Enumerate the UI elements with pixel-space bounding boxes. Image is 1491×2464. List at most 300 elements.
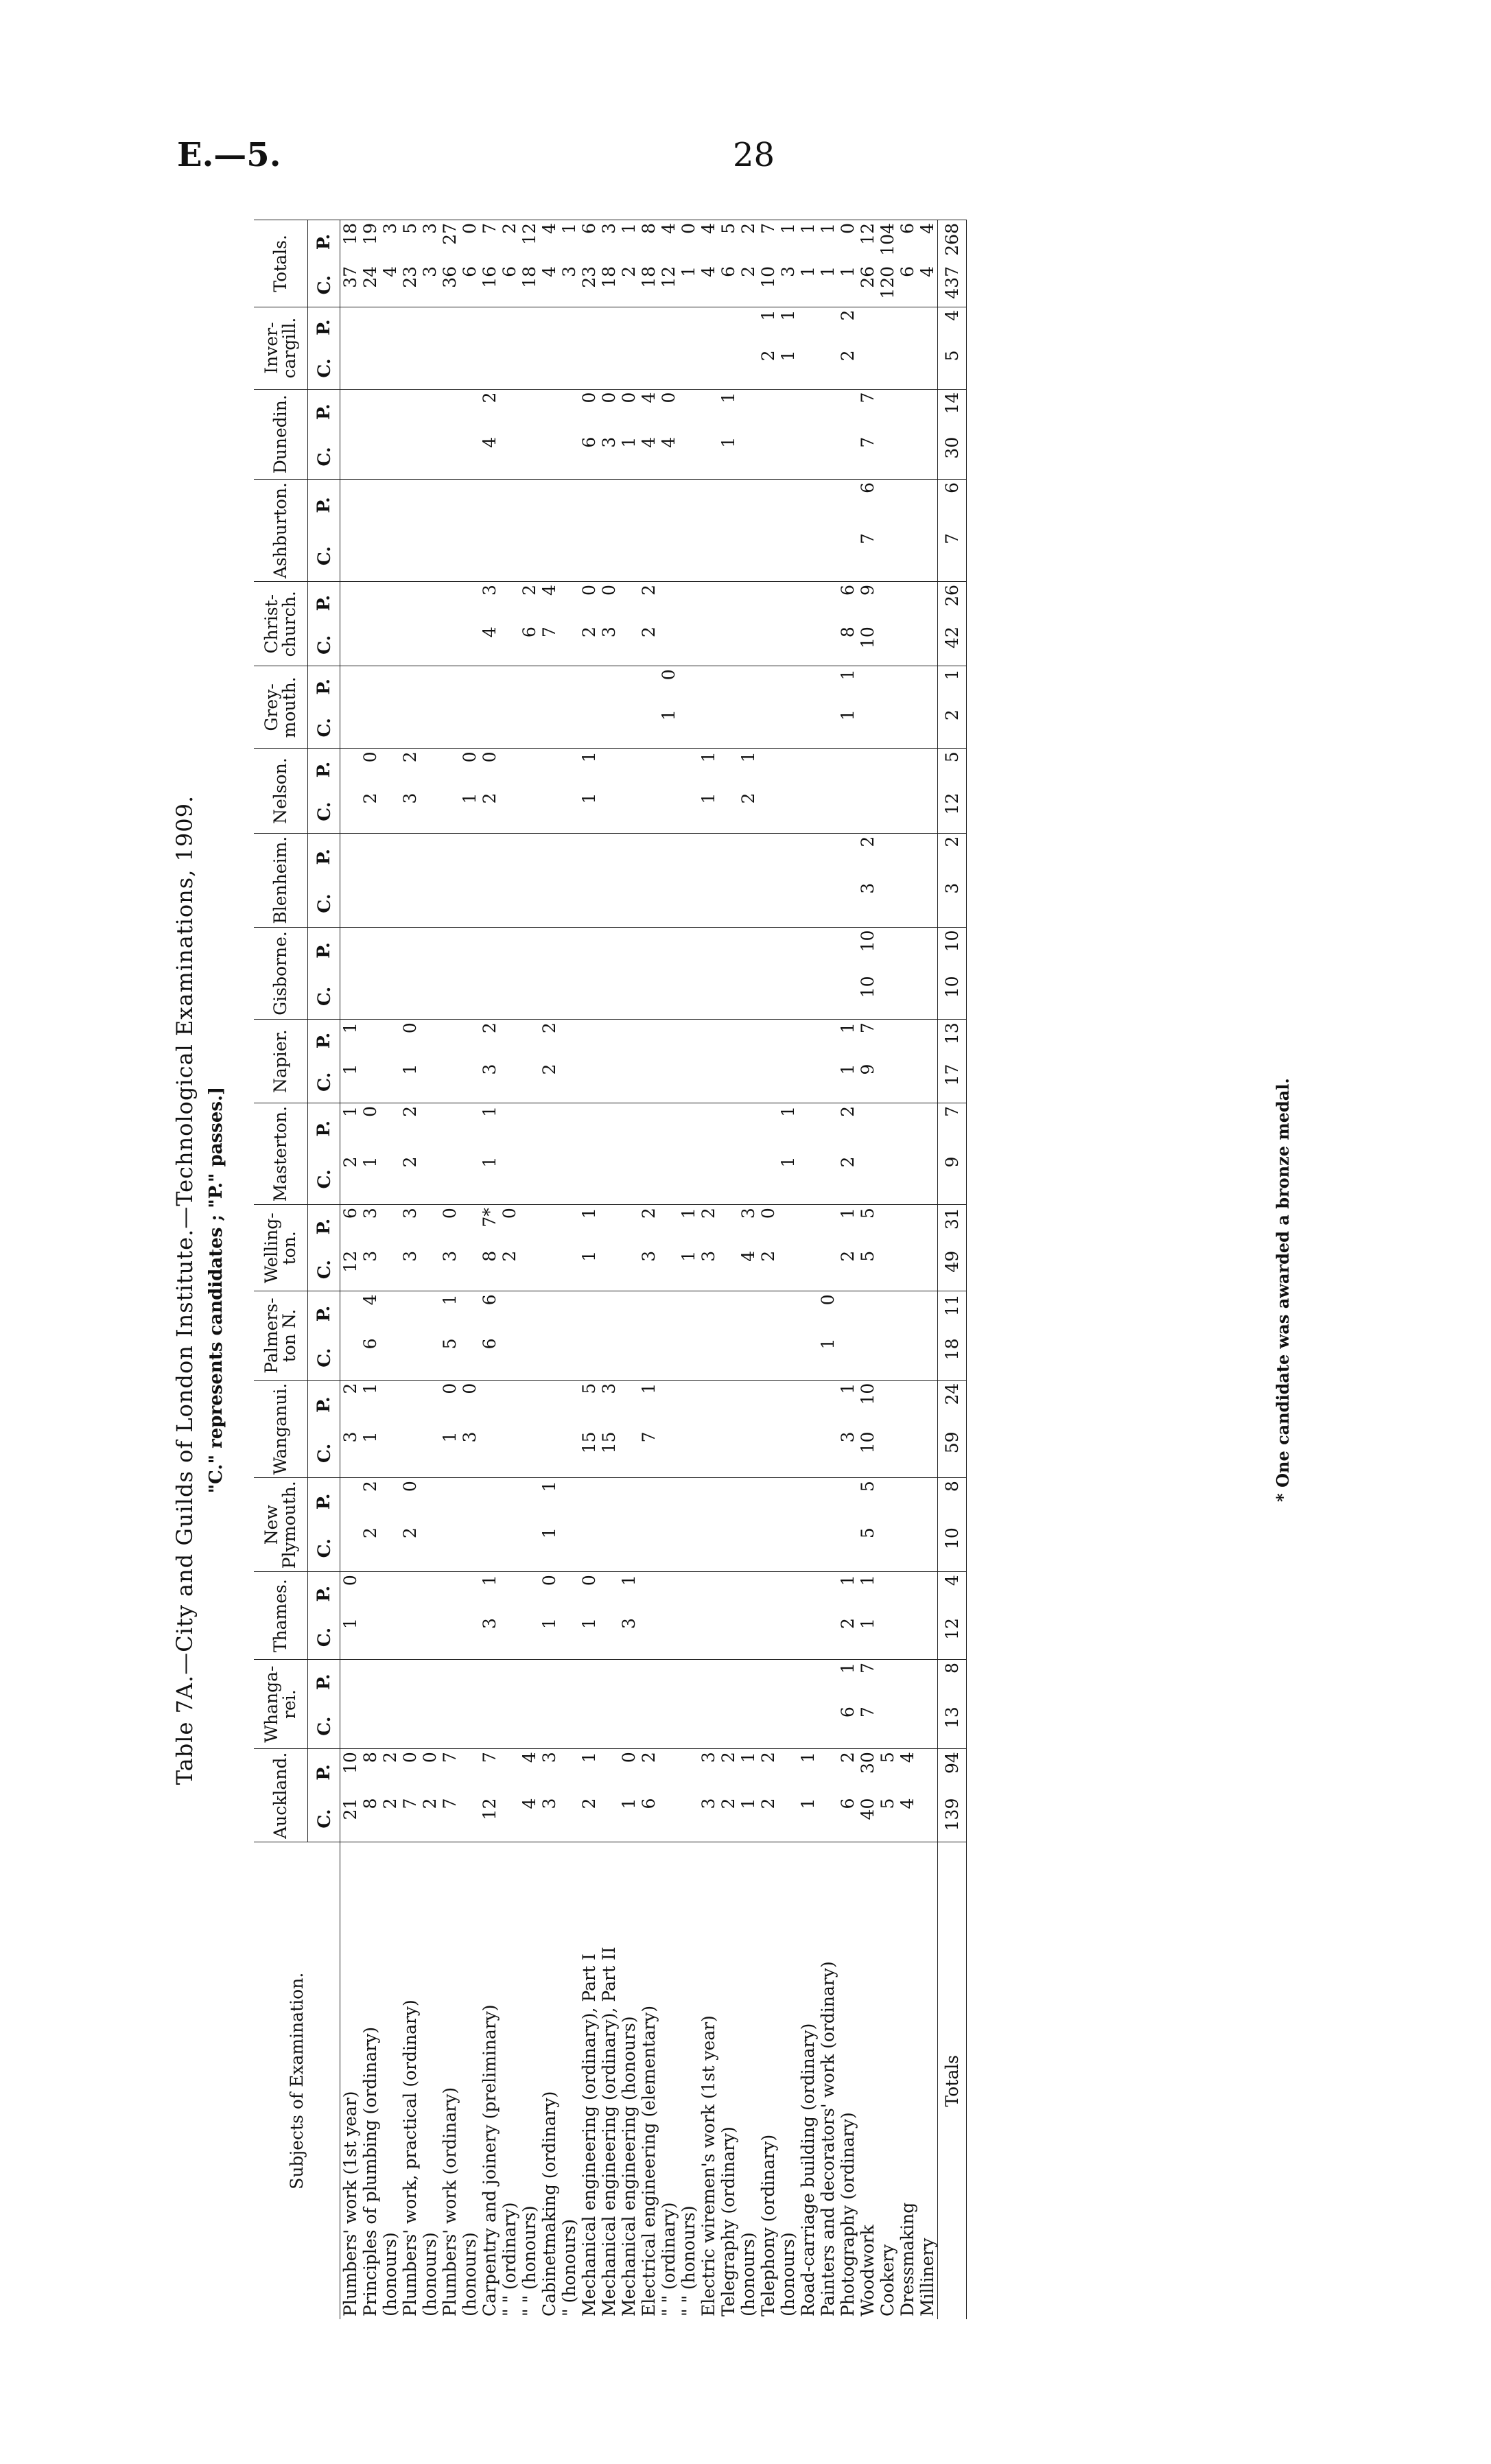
passes-cell — [619, 479, 639, 530]
candidates-cell — [460, 434, 480, 480]
passes-cell — [500, 666, 519, 707]
candidates-cell — [718, 707, 738, 749]
table-row — [599, 220, 619, 2320]
candidates-col-header: C. — [308, 530, 340, 582]
passes-col-header: P. — [308, 1749, 340, 1796]
candidates-cell — [897, 1336, 917, 1381]
passes-cell: 0 — [579, 582, 599, 624]
passes-cell: 2 — [480, 389, 500, 434]
passes-cell: 3 — [698, 1749, 718, 1796]
passes-cell: 10 — [938, 927, 967, 973]
candidates-cell — [519, 790, 539, 834]
candidates-cell — [818, 880, 838, 927]
candidates-cell — [878, 1429, 897, 1477]
candidates-cell: 6 — [639, 1798, 659, 1809]
passes-cell — [579, 666, 599, 707]
passes-cell — [917, 833, 938, 880]
candidates-cell: 6 — [718, 266, 738, 277]
passes-cell — [718, 666, 738, 707]
candidates-cell — [340, 347, 361, 389]
passes-cell — [798, 1660, 818, 1704]
candidates-cell: 2 — [340, 1156, 360, 1168]
passes-cell — [878, 1572, 897, 1615]
candidates-cell: 2 — [938, 707, 967, 749]
passes-cell: 7 — [480, 220, 500, 263]
candidates-cell — [539, 790, 559, 834]
candidates-cell — [579, 1154, 599, 1205]
candidates-cell — [838, 530, 858, 582]
passes-cell — [500, 582, 519, 624]
passes-cell: 94 — [938, 1749, 967, 1796]
centre-header: Wanganui. — [254, 1380, 308, 1478]
passes-cell — [440, 749, 460, 790]
candidates-col-header: C. — [308, 1704, 340, 1749]
candidates-cell — [778, 790, 798, 834]
passes-cell: 7 — [758, 220, 778, 263]
candidates-cell — [758, 530, 778, 582]
candidates-cell — [500, 624, 519, 666]
candidates-cell — [400, 1429, 420, 1477]
passes-cell — [738, 1020, 758, 1061]
candidates-cell: 1 — [818, 266, 838, 277]
passes-cell — [599, 927, 619, 973]
passes-cell — [818, 1572, 838, 1615]
candidates-cell — [758, 1061, 778, 1103]
candidates-cell — [380, 1615, 400, 1660]
passes-cell — [758, 1478, 778, 1525]
candidates-cell: 13 — [938, 1704, 967, 1749]
passes-col-header: P. — [308, 1660, 340, 1704]
candidates-cell: 3 — [400, 793, 420, 804]
candidates-cell — [917, 434, 938, 480]
table-row — [758, 220, 778, 2320]
candidates-cell: 4 — [519, 1798, 539, 1809]
passes-cell — [579, 1478, 599, 1525]
passes-col-header: P. — [308, 1103, 340, 1153]
passes-cell — [420, 582, 440, 624]
passes-cell — [858, 749, 878, 790]
candidates-cell — [500, 1429, 519, 1477]
candidates-cell — [878, 530, 897, 582]
candidates-cell: 1 — [718, 436, 738, 448]
passes-cell — [440, 833, 460, 880]
candidates-cell — [878, 1704, 897, 1749]
candidates-cell — [679, 347, 698, 389]
passes-cell: 3 — [380, 220, 400, 263]
passes-cell — [420, 307, 440, 347]
candidates-cell — [758, 880, 778, 927]
passes-cell — [818, 927, 838, 973]
passes-cell — [878, 389, 897, 434]
candidates-cell — [679, 880, 698, 927]
candidates-cell — [639, 1615, 659, 1660]
candidates-cell — [599, 1525, 619, 1571]
passes-cell — [420, 1660, 440, 1704]
candidates-cell — [480, 707, 500, 749]
candidates-cell: 2 — [639, 626, 659, 638]
passes-cell: 1 — [838, 1572, 858, 1615]
candidates-cell — [559, 1796, 579, 1842]
passes-cell — [440, 1103, 460, 1153]
passes-cell — [858, 1291, 878, 1336]
candidates-cell — [380, 790, 400, 834]
passes-cell — [440, 307, 460, 347]
candidates-cell — [360, 530, 380, 582]
candidates-cell — [579, 530, 599, 582]
passes-cell — [340, 307, 361, 347]
table-row — [440, 220, 460, 2320]
passes-cell — [698, 833, 718, 880]
passes-cell — [738, 1572, 758, 1615]
candidates-cell — [698, 347, 718, 389]
passes-cell — [360, 1020, 380, 1061]
candidates-cell — [758, 1704, 778, 1749]
centre-header: Thames. — [254, 1572, 308, 1660]
passes-cell — [778, 1749, 798, 1796]
passes-cell — [698, 582, 718, 624]
passes-cell — [599, 833, 619, 880]
subject-cell: Telegraphy (ordinary) — [718, 1842, 738, 2319]
passes-cell — [559, 833, 579, 880]
candidates-cell — [420, 624, 440, 666]
candidates-cell — [738, 973, 758, 1019]
passes-cell: 0 — [360, 1103, 380, 1153]
candidates-cell: 1 — [539, 1527, 559, 1539]
candidates-cell — [360, 347, 380, 389]
candidates-cell — [440, 1061, 460, 1103]
candidates-cell — [758, 973, 778, 1019]
candidates-cell: 1 — [698, 793, 718, 804]
passes-cell — [718, 479, 738, 530]
passes-cell — [698, 1660, 718, 1704]
candidates-cell — [380, 880, 400, 927]
candidates-cell — [798, 1154, 818, 1205]
candidates-cell — [380, 434, 400, 480]
candidates-cell — [619, 624, 639, 666]
passes-cell — [639, 479, 659, 530]
passes-cell — [380, 1103, 400, 1153]
passes-cell: 2 — [380, 1749, 400, 1796]
candidates-cell — [559, 1615, 579, 1660]
candidates-cell: 2 — [758, 350, 778, 362]
passes-cell — [599, 1103, 619, 1153]
candidates-cell — [500, 973, 519, 1019]
passes-cell — [659, 833, 679, 880]
candidates-cell — [718, 1615, 738, 1660]
passes-cell — [579, 479, 599, 530]
candidates-cell — [838, 1525, 858, 1571]
candidates-cell — [698, 880, 718, 927]
subject-cell: Mechanical engineering (honours) — [619, 1842, 639, 2319]
table-row — [778, 220, 798, 2320]
passes-cell — [380, 1291, 400, 1336]
passes-cell — [679, 833, 698, 880]
candidates-cell: 7 — [858, 436, 878, 448]
passes-cell — [698, 1291, 718, 1336]
passes-cell — [380, 1572, 400, 1615]
passes-cell — [619, 749, 639, 790]
passes-cell — [480, 666, 500, 707]
passes-cell — [718, 307, 738, 347]
candidates-cell — [917, 1796, 938, 1842]
passes-cell — [818, 1478, 838, 1525]
passes-cell — [619, 307, 639, 347]
passes-cell — [519, 1380, 539, 1429]
candidates-cell — [539, 1154, 559, 1205]
candidates-cell — [500, 790, 519, 834]
passes-cell: 9 — [858, 582, 878, 624]
candidates-cell — [718, 880, 738, 927]
passes-cell — [897, 479, 917, 530]
candidates-cell — [559, 880, 579, 927]
candidates-cell — [778, 1615, 798, 1660]
passes-cell — [738, 307, 758, 347]
passes-cell — [460, 1205, 480, 1248]
passes-cell: 1 — [938, 666, 967, 707]
candidates-cell — [639, 347, 659, 389]
table-row — [420, 220, 440, 2320]
passes-cell — [659, 1205, 679, 1248]
passes-cell: 3 — [738, 1205, 758, 1248]
candidates-cell — [917, 1248, 938, 1291]
passes-cell: 2 — [758, 1749, 778, 1796]
candidates-cell — [599, 1796, 619, 1842]
centre-header: Inver-cargill. — [254, 307, 308, 389]
passes-cell — [679, 479, 698, 530]
candidates-cell — [818, 530, 838, 582]
passes-cell: 4 — [519, 1749, 539, 1796]
passes-cell — [818, 1205, 838, 1248]
passes-cell — [360, 582, 380, 624]
candidates-cell: 10 — [858, 626, 878, 649]
candidates-cell — [440, 973, 460, 1019]
candidates-cell — [698, 707, 718, 749]
candidates-cell — [897, 530, 917, 582]
passes-cell — [559, 1660, 579, 1704]
candidates-cell: 23 — [579, 266, 599, 288]
centre-header: Nelson. — [254, 749, 308, 833]
passes-cell — [340, 833, 361, 880]
passes-cell — [619, 927, 639, 973]
candidates-cell — [380, 347, 400, 389]
table-row — [480, 220, 500, 2320]
passes-cell — [798, 1572, 818, 1615]
candidates-cell — [639, 973, 659, 1019]
candidates-cell — [400, 530, 420, 582]
passes-cell — [440, 1572, 460, 1615]
passes-cell — [858, 666, 878, 707]
candidates-cell — [340, 1525, 361, 1571]
candidates-cell: 16 — [480, 266, 500, 288]
candidates-cell — [360, 880, 380, 927]
candidates-cell — [420, 790, 440, 834]
subject-cell: Electrical engineering (elementary) — [639, 1842, 659, 2319]
candidates-cell — [340, 1704, 361, 1749]
passes-cell: 2 — [838, 1103, 858, 1153]
passes-cell — [758, 1380, 778, 1429]
passes-cell — [917, 927, 938, 973]
candidates-cell — [559, 530, 579, 582]
candidates-cell — [818, 790, 838, 834]
candidates-cell — [718, 624, 738, 666]
subject-cell: Road-carriage building (ordinary) — [798, 1842, 818, 2319]
candidates-cell: 4 — [698, 266, 718, 277]
passes-cell — [758, 582, 778, 624]
candidates-cell — [440, 624, 460, 666]
passes-cell — [738, 666, 758, 707]
candidates-col-header: C. — [308, 347, 340, 389]
passes-cell — [500, 1749, 519, 1796]
passes-cell — [659, 1020, 679, 1061]
passes-cell: 2 — [838, 1749, 858, 1796]
candidates-cell — [559, 1429, 579, 1477]
candidates-cell: 10 — [858, 1431, 878, 1454]
table-row — [579, 220, 599, 2320]
candidates-cell: 2 — [579, 1798, 599, 1809]
passes-cell — [480, 833, 500, 880]
candidates-cell — [619, 1336, 639, 1381]
candidates-cell: 6 — [897, 266, 917, 277]
passes-cell — [698, 389, 718, 434]
candidates-cell — [798, 973, 818, 1019]
passes-cell: 1 — [838, 1380, 858, 1429]
passes-cell — [878, 1380, 897, 1429]
passes-cell — [778, 1380, 798, 1429]
candidates-cell — [679, 1615, 698, 1660]
candidates-cell — [778, 1061, 798, 1103]
candidates-cell — [420, 434, 440, 480]
candidates-cell — [500, 1704, 519, 1749]
passes-cell — [679, 927, 698, 973]
candidates-cell — [480, 880, 500, 927]
centre-header: Palmers-ton N. — [254, 1291, 308, 1380]
candidates-cell — [758, 624, 778, 666]
passes-cell — [718, 749, 738, 790]
candidates-cell — [897, 1525, 917, 1571]
passes-cell: 4 — [698, 220, 718, 263]
passes-cell: 1 — [340, 1103, 361, 1153]
passes-cell — [639, 1478, 659, 1525]
candidates-cell — [619, 1061, 639, 1103]
candidates-cell — [460, 1796, 480, 1842]
passes-cell — [798, 1380, 818, 1429]
passes-cell — [798, 749, 818, 790]
candidates-cell — [698, 624, 718, 666]
passes-cell — [380, 479, 400, 530]
passes-cell — [778, 1205, 798, 1248]
candidates-cell — [639, 1336, 659, 1381]
candidates-cell — [758, 1154, 778, 1205]
passes-cell: 0 — [818, 1291, 838, 1336]
passes-cell: 7 — [480, 1749, 500, 1796]
passes-cell — [718, 833, 738, 880]
candidates-cell — [639, 707, 659, 749]
passes-cell — [798, 582, 818, 624]
passes-cell — [360, 927, 380, 973]
passes-cell — [340, 927, 361, 973]
passes-cell — [798, 1103, 818, 1153]
candidates-cell — [818, 707, 838, 749]
passes-cell — [619, 1103, 639, 1153]
candidates-cell — [679, 1061, 698, 1103]
passes-cell — [579, 1660, 599, 1704]
candidates-cell — [897, 880, 917, 927]
passes-cell — [917, 1380, 938, 1429]
subject-cell: " (honours) — [559, 1842, 579, 2319]
passes-cell — [798, 833, 818, 880]
candidates-cell — [559, 347, 579, 389]
passes-cell: 0 — [400, 1020, 420, 1061]
passes-cell — [420, 1380, 440, 1429]
passes-cell — [917, 666, 938, 707]
candidates-cell — [400, 707, 420, 749]
passes-cell — [559, 582, 579, 624]
candidates-cell: 1 — [619, 1798, 639, 1809]
subject-cell: Plumbers' work, practical (ordinary) — [400, 1842, 420, 2319]
candidates-cell — [798, 1061, 818, 1103]
footnote: * One candidate was awarded a bronze medal. — [1273, 1078, 1293, 1502]
passes-cell — [878, 927, 897, 973]
passes-cell — [619, 666, 639, 707]
candidates-cell — [698, 1429, 718, 1477]
passes-cell — [420, 1020, 440, 1061]
passes-cell — [679, 1380, 698, 1429]
passes-cell — [380, 1660, 400, 1704]
candidates-cell: 2 — [480, 793, 500, 804]
candidates-cell: 10 — [758, 266, 778, 288]
passes-cell: 12 — [858, 220, 878, 263]
passes-cell: 0 — [758, 1205, 778, 1248]
candidates-cell: 3 — [698, 1798, 718, 1809]
centre-header-row — [254, 220, 308, 2320]
candidates-cell: 5 — [858, 1527, 878, 1539]
passes-cell: 1 — [480, 1103, 500, 1153]
passes-cell — [718, 582, 738, 624]
candidates-cell — [659, 1525, 679, 1571]
passes-cell — [599, 1660, 619, 1704]
passes-cell — [639, 1660, 659, 1704]
passes-cell: 0 — [579, 389, 599, 434]
passes-cell: 0 — [400, 1478, 420, 1525]
passes-cell — [519, 1103, 539, 1153]
passes-cell: 2 — [639, 582, 659, 624]
candidates-cell — [878, 790, 897, 834]
passes-cell — [420, 666, 440, 707]
subject-cell: Painters and decorators' work (ordinary) — [818, 1842, 838, 2319]
candidates-cell — [858, 1336, 878, 1381]
candidates-cell: 18 — [639, 266, 659, 288]
passes-cell — [897, 749, 917, 790]
candidates-cell — [878, 1154, 897, 1205]
candidates-cell: 2 — [579, 626, 599, 638]
candidates-col-header: C. — [308, 973, 340, 1019]
passes-cell — [400, 666, 420, 707]
candidates-cell — [838, 434, 858, 480]
candidates-cell: 1 — [679, 266, 698, 277]
candidates-cell — [738, 880, 758, 927]
passes-cell — [917, 1020, 938, 1061]
candidates-cell — [659, 1154, 679, 1205]
passes-cell — [897, 1291, 917, 1336]
candidates-cell — [579, 707, 599, 749]
table-row — [539, 220, 559, 2320]
passes-cell — [897, 927, 917, 973]
candidates-cell — [559, 1248, 579, 1291]
candidates-cell: 2 — [838, 350, 858, 362]
centre-header: Blenheim. — [254, 833, 308, 927]
passes-cell — [897, 666, 917, 707]
passes-cell — [500, 1020, 519, 1061]
